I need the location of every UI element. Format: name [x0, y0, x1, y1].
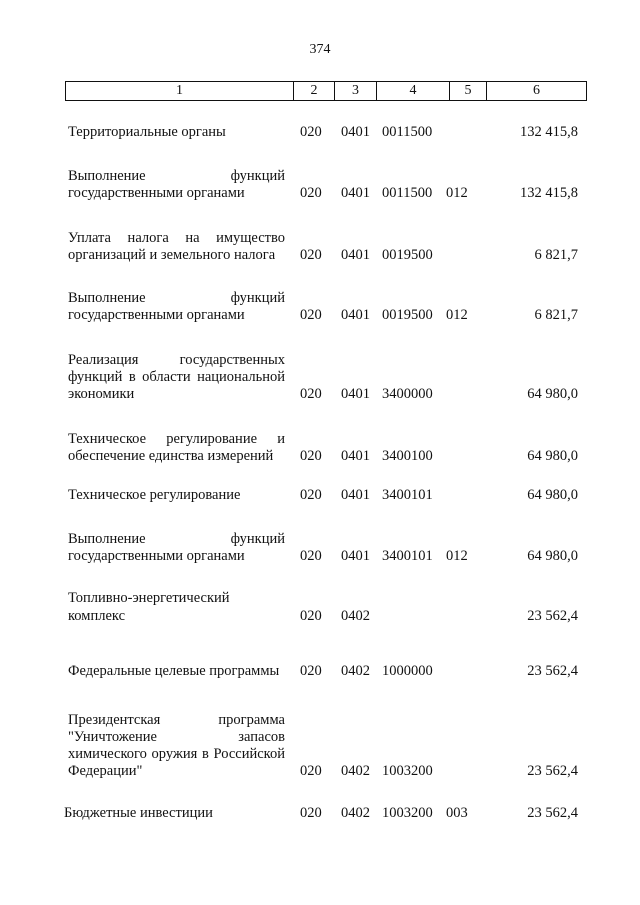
header-col-2: 2 — [294, 82, 335, 100]
row-article: 1000000 — [382, 663, 433, 679]
row-code: 020 — [300, 448, 322, 464]
row-article: 1003200 — [382, 763, 433, 779]
row-code: 020 — [300, 307, 322, 323]
table-header — [65, 81, 587, 101]
table-row — [0, 591, 640, 625]
row-article: 0019500 — [382, 307, 433, 323]
header-col-1: 1 — [66, 82, 294, 100]
row-amount: 23 562,4 — [527, 663, 578, 679]
row-article: 0011500 — [382, 124, 433, 140]
table-row — [0, 531, 640, 565]
row-amount: 64 980,0 — [527, 386, 578, 402]
row-code: 020 — [300, 608, 322, 624]
row-amount: 6 821,7 — [534, 247, 578, 263]
row-article: 0011500 — [382, 185, 433, 201]
row-type: 012 — [446, 307, 468, 323]
row-section: 0402 — [341, 805, 370, 821]
row-code: 020 — [300, 386, 322, 402]
row-section: 0401 — [341, 247, 370, 263]
row-description: Топливно-энергетический комплекс — [68, 590, 230, 624]
row-code: 020 — [300, 763, 322, 779]
row-amount: 132 415,8 — [520, 185, 578, 201]
row-description: Уплата налога на имущество организаций и земельного налога — [68, 230, 285, 263]
row-amount: 23 562,4 — [527, 763, 578, 779]
table-row — [0, 168, 640, 202]
row-article: 3400101 — [382, 487, 433, 503]
header-col-4: 4 — [377, 82, 450, 100]
row-amount: 64 980,0 — [527, 487, 578, 503]
row-description: Выполнение функций государственными органами — [68, 168, 285, 201]
table-row — [0, 230, 640, 264]
row-description: Президентская программа "Уничтожение запасов химического оружия в Российской Федерации" — [68, 712, 285, 779]
row-article: 0019500 — [382, 247, 433, 263]
row-section: 0401 — [341, 307, 370, 323]
header-col-6: 6 — [533, 83, 540, 98]
row-section: 0401 — [341, 548, 370, 564]
row-section: 0401 — [341, 448, 370, 464]
table-row — [0, 805, 640, 822]
table-row — [0, 431, 640, 465]
row-description: Бюджетные инвестиции — [64, 805, 213, 821]
row-code: 020 — [300, 805, 322, 821]
row-section: 0402 — [341, 763, 370, 779]
row-description: Выполнение функций государственными органами — [68, 531, 285, 564]
row-code: 020 — [300, 548, 322, 564]
row-type: 003 — [446, 805, 468, 821]
row-amount: 64 980,0 — [527, 448, 578, 464]
row-type: 012 — [446, 185, 468, 201]
table-row — [0, 352, 640, 403]
row-article: 3400101 — [382, 548, 433, 564]
page-number: 374 — [309, 42, 331, 57]
row-section: 0401 — [341, 386, 370, 402]
row-amount: 64 980,0 — [527, 548, 578, 564]
row-description: Техническое регулирование и обеспечение единства измерений — [68, 431, 285, 464]
table-row — [0, 290, 640, 324]
row-amount: 132 415,8 — [520, 124, 578, 140]
row-code: 020 — [300, 185, 322, 201]
row-description: Федеральные целевые программы — [68, 663, 280, 679]
row-code: 020 — [300, 247, 322, 263]
row-code: 020 — [300, 487, 322, 503]
row-description: Выполнение функций государственными органами — [68, 290, 285, 323]
row-section: 0402 — [341, 663, 370, 679]
row-article: 3400000 — [382, 386, 433, 402]
row-type: 012 — [446, 548, 468, 564]
table-row — [0, 646, 640, 680]
row-section: 0401 — [341, 185, 370, 201]
row-section: 0401 — [341, 124, 370, 140]
row-amount: 23 562,4 — [527, 805, 578, 821]
row-article: 1003200 — [382, 805, 433, 821]
row-code: 020 — [300, 124, 322, 140]
row-amount: 6 821,7 — [534, 307, 578, 323]
table-row — [0, 712, 640, 780]
row-article: 3400100 — [382, 448, 433, 464]
row-description: Территориальные органы — [68, 124, 226, 140]
row-description: Техническое регулирование — [68, 487, 241, 503]
row-code: 020 — [300, 663, 322, 679]
row-amount: 23 562,4 — [527, 608, 578, 624]
header-col-3: 3 — [335, 82, 377, 100]
table-row — [0, 487, 640, 504]
table-row — [0, 124, 640, 141]
row-section: 0401 — [341, 487, 370, 503]
row-description: Реализация государственных функций в области национальной экономики — [68, 352, 285, 402]
row-section: 0402 — [341, 608, 370, 624]
header-col-5: 5 — [450, 82, 487, 100]
